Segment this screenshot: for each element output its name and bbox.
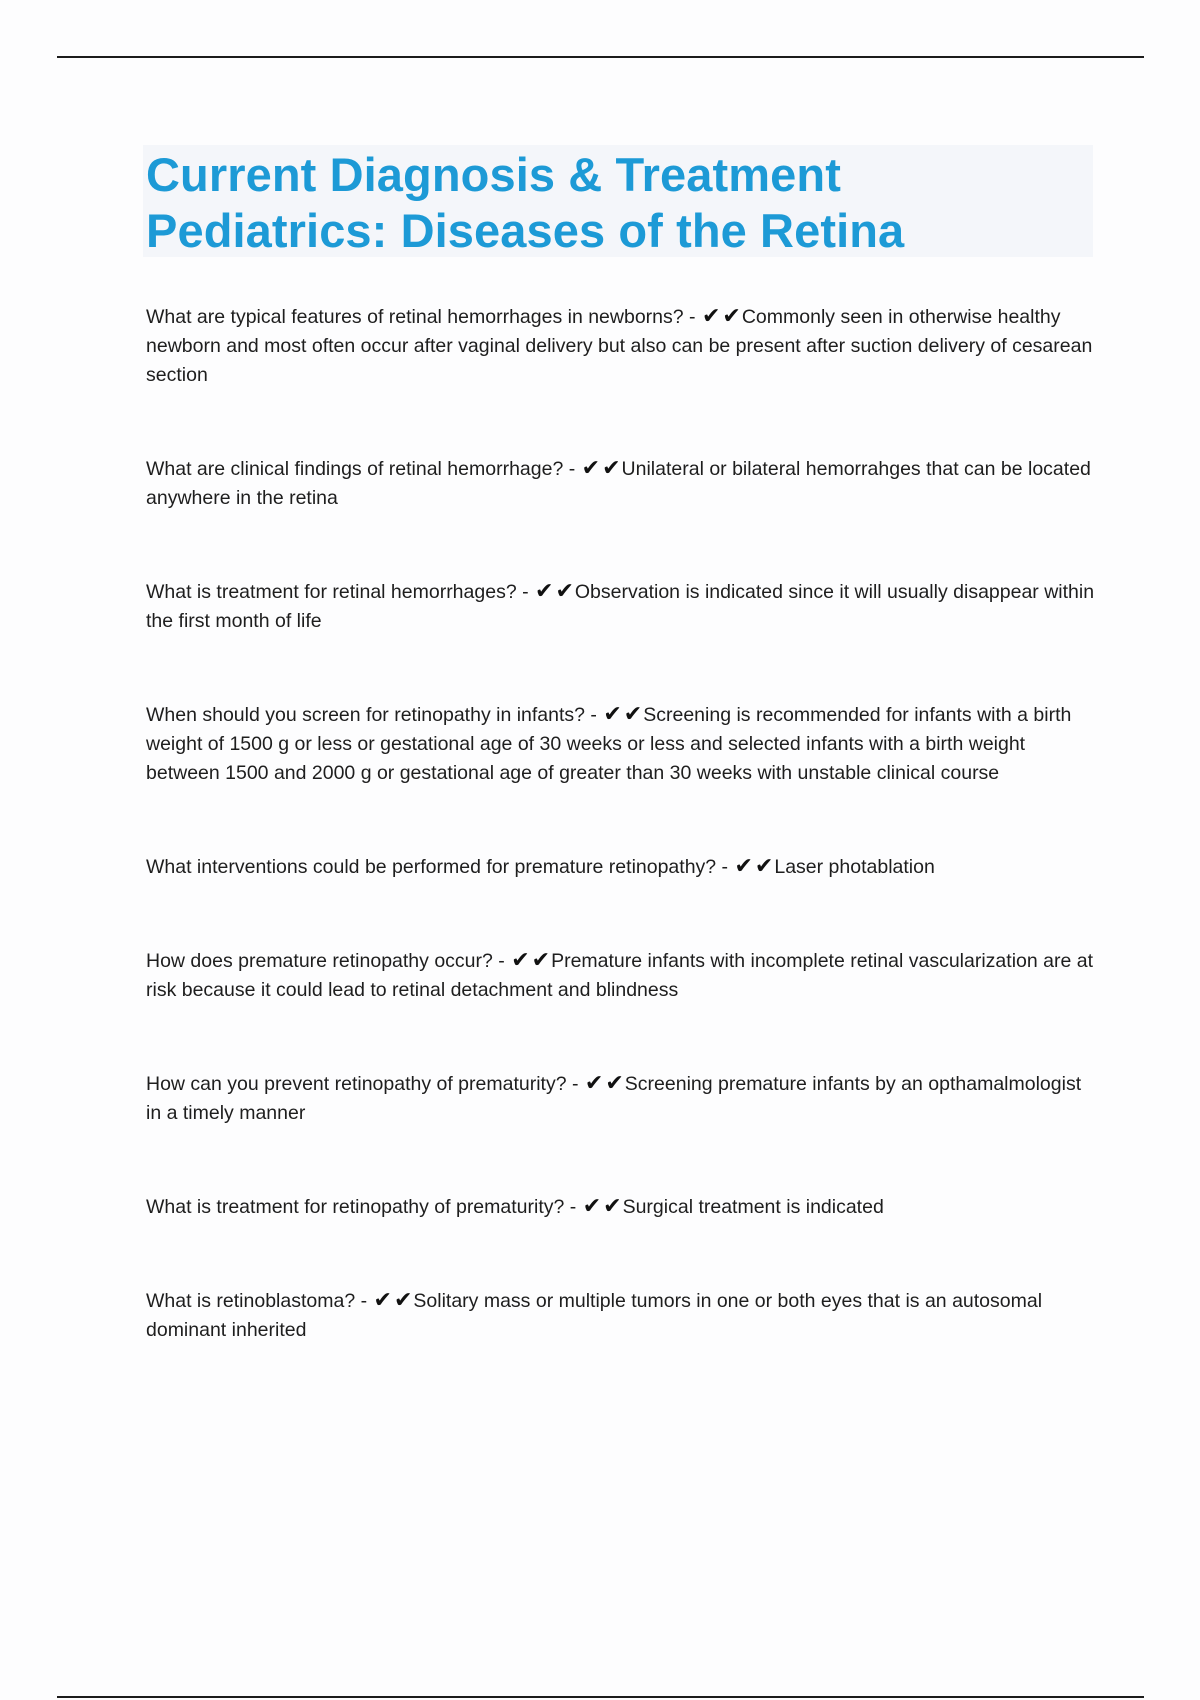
separator: - <box>683 306 701 328</box>
checkmark-icon: ✔ <box>722 304 741 329</box>
checkmark-icon: ✔ <box>603 702 622 727</box>
qa-list <box>146 303 1096 1345</box>
question-text: How can you prevent retinopathy of prematurity? <box>146 1073 567 1095</box>
qa-item <box>146 1070 1096 1128</box>
checkmark-icon: ✔ <box>701 304 721 329</box>
page-title-line-1: Current Diagnosis & Treatment <box>146 148 841 201</box>
page-title-line-2: Pediatrics: Diseases of the Retina <box>146 204 905 257</box>
checkmark-icon: ✔ <box>535 579 554 604</box>
qa-item <box>146 578 1096 636</box>
qa-item <box>146 303 1096 390</box>
question-text: What are clinical findings of retinal hemorrhage? <box>146 458 564 480</box>
answer-text: Laser photablation <box>774 856 935 878</box>
checkmark-icon: ✔ <box>555 579 574 604</box>
answer-text: Observation is indicated since it will usually disappear within the first month of life <box>146 581 1095 632</box>
separator: - <box>716 856 734 878</box>
qa-item <box>146 947 1096 1005</box>
separator: - <box>492 950 511 972</box>
checkmark-icon: ✔ <box>511 948 530 973</box>
checkmark-icon: ✔ <box>605 1071 624 1096</box>
checkmark-icon: ✔ <box>623 702 643 727</box>
answer-text: Solitary mass or multiple tumors in one or both eyes that is an autosomal dominant inherited <box>146 1290 1043 1341</box>
separator: - <box>355 1290 373 1312</box>
checkmark-icon: ✔ <box>603 1194 622 1219</box>
question-text: How does premature retinopathy occur? <box>146 950 493 972</box>
question-text: What interventions could be performed for premature retinopathy? <box>146 856 717 878</box>
title-block <box>143 145 1093 257</box>
bottom-divider <box>57 1696 1144 1698</box>
separator: - <box>516 581 535 603</box>
separator: - <box>585 704 603 726</box>
separator: - <box>564 1196 582 1218</box>
answer-text: Commonly seen in otherwise healthy newborn and most often occur after vaginal delivery but also can be present after suction delivery of cesarean section <box>146 306 1093 386</box>
checkmark-icon: ✔ <box>581 456 601 481</box>
question-text: What is retinoblastoma? <box>146 1290 356 1312</box>
qa-item <box>146 455 1096 513</box>
separator: - <box>563 458 581 480</box>
qa-item <box>146 701 1096 788</box>
checkmark-icon: ✔ <box>531 948 551 973</box>
answer-text: Screening premature infants by an opthamalmologist in a timely manner <box>146 1073 1082 1124</box>
checkmark-icon: ✔ <box>734 854 753 879</box>
checkmark-icon: ✔ <box>393 1288 413 1313</box>
qa-item <box>146 1193 1096 1222</box>
checkmark-icon: ✔ <box>754 854 774 879</box>
checkmark-icon: ✔ <box>584 1071 604 1096</box>
top-divider <box>57 56 1144 58</box>
checkmark-icon: ✔ <box>373 1288 392 1313</box>
separator: - <box>566 1073 584 1095</box>
qa-item <box>146 853 1096 882</box>
checkmark-icon: ✔ <box>602 456 621 481</box>
answer-text: Unilateral or bilateral hemorrahges that can be located anywhere in the retina <box>146 458 1091 509</box>
question-text: What are typical features of retinal hemorrhages in newborns? <box>146 306 684 328</box>
answer-text: Surgical treatment is indicated <box>622 1196 884 1218</box>
question-text: What is treatment for retinal hemorrhages? <box>146 581 517 603</box>
qa-item <box>146 1287 1096 1345</box>
question-text: When should you screen for retinopathy in infants? <box>146 704 586 726</box>
answer-text: Screening is recommended for infants with a birth weight of 1500 g or less or gestational age of 30 weeks or less and selected infants with a birth weight between 1500 and 2000 g or gestational age of greater than 30 weeks with unstable clinical course <box>146 704 1072 784</box>
answer-text: Premature infants with incomplete retinal vascularization are at risk because it could lead to retinal detachment and blindness <box>146 950 1094 1001</box>
checkmark-icon: ✔ <box>582 1194 602 1219</box>
question-text: What is treatment for retinopathy of prematurity? <box>146 1196 565 1218</box>
